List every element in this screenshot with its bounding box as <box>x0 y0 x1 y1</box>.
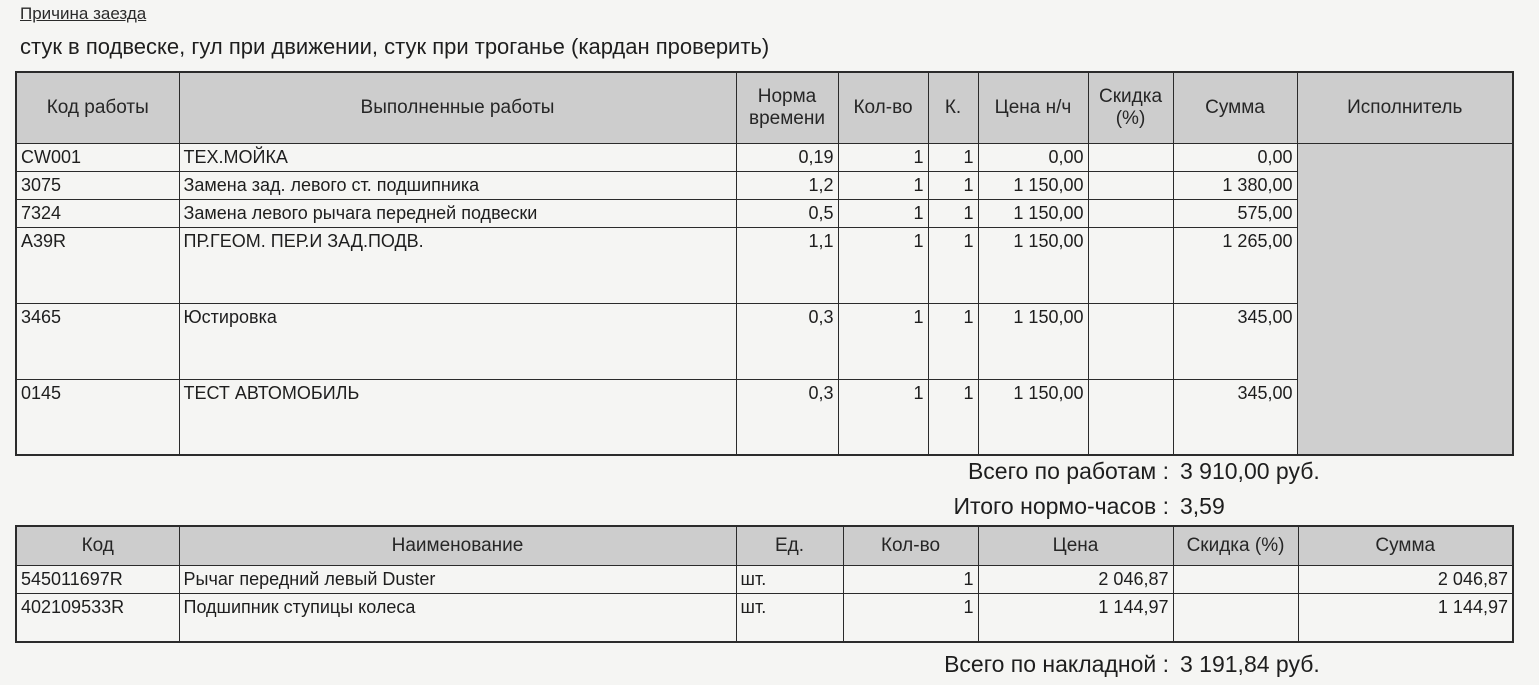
work-price: 1 150,00 <box>978 303 1088 379</box>
work-discount <box>1088 199 1173 227</box>
work-discount <box>1088 379 1173 455</box>
work-sum: 1 265,00 <box>1173 227 1297 303</box>
invoice-total-value: 3 191,84 руб. <box>1180 651 1320 677</box>
parts-table <box>15 525 1514 643</box>
works-header-name: Выполненные работы <box>179 72 736 143</box>
invoice-total-label: Всего по накладной : <box>944 651 1169 677</box>
executor-cell <box>1297 143 1513 455</box>
work-qty: 1 <box>838 199 928 227</box>
work-norm: 1,2 <box>736 171 838 199</box>
work-name: Замена зад. левого ст. подшипника <box>179 171 736 199</box>
invoice-total-line <box>0 651 1539 681</box>
part-price: 1 144,97 <box>978 593 1173 642</box>
parts-header-unit: Ед. <box>736 526 843 565</box>
reason-text: стук в подвеске, гул при движении, стук при троганье (кардан проверить) <box>20 34 770 59</box>
parts-header-qty: Кол-во <box>843 526 978 565</box>
works-total-line <box>0 458 1539 488</box>
work-price: 1 150,00 <box>978 379 1088 455</box>
works-total-value: 3 910,00 руб. <box>1180 458 1320 484</box>
parts-header-price: Цена <box>978 526 1173 565</box>
reason-label: Причина заезда <box>20 4 147 23</box>
parts-header-code: Код <box>16 526 179 565</box>
work-price: 0,00 <box>978 143 1088 171</box>
works-table <box>15 71 1514 456</box>
work-k: 1 <box>928 171 978 199</box>
work-k: 1 <box>928 379 978 455</box>
table-row <box>16 593 1513 642</box>
part-name: Подшипник ступицы колеса <box>179 593 736 642</box>
work-qty: 1 <box>838 379 928 455</box>
work-qty: 1 <box>838 143 928 171</box>
table-row <box>16 143 1513 171</box>
works-header-row <box>16 72 1513 143</box>
work-sum: 345,00 <box>1173 379 1297 455</box>
work-qty: 1 <box>838 303 928 379</box>
part-code: 545011697R <box>16 565 179 593</box>
work-code: A39R <box>16 227 179 303</box>
hours-total-label: Итого нормо-часов : <box>953 493 1169 519</box>
works-header-sum: Сумма <box>1173 72 1297 143</box>
works-total-label: Всего по работам : <box>967 458 1169 484</box>
work-code: 3465 <box>16 303 179 379</box>
table-row <box>16 227 1513 303</box>
parts-header-name: Наименование <box>179 526 736 565</box>
part-price: 2 046,87 <box>978 565 1173 593</box>
hours-total-value: 3,59 <box>1180 493 1225 519</box>
work-k: 1 <box>928 199 978 227</box>
part-qty: 1 <box>843 565 978 593</box>
work-price: 1 150,00 <box>978 171 1088 199</box>
work-code: 3075 <box>16 171 179 199</box>
work-discount <box>1088 143 1173 171</box>
part-code: 402109533R <box>16 593 179 642</box>
work-sum: 1 380,00 <box>1173 171 1297 199</box>
parts-header-sum: Сумма <box>1298 526 1513 565</box>
works-header-qty: Кол-во <box>838 72 928 143</box>
table-row <box>16 199 1513 227</box>
part-sum: 2 046,87 <box>1298 565 1513 593</box>
part-discount <box>1173 565 1298 593</box>
work-name: Юстировка <box>179 303 736 379</box>
works-header-executor: Исполнитель <box>1297 72 1513 143</box>
part-qty: 1 <box>843 593 978 642</box>
work-name: ПР.ГЕОМ. ПЕР.И ЗАД.ПОДВ. <box>179 227 736 303</box>
parts-header-discount: Скидка (%) <box>1173 526 1298 565</box>
work-sum: 0,00 <box>1173 143 1297 171</box>
work-name: Замена левого рычага передней подвески <box>179 199 736 227</box>
work-k: 1 <box>928 143 978 171</box>
part-unit: шт. <box>736 593 843 642</box>
part-sum: 1 144,97 <box>1298 593 1513 642</box>
parts-header-row <box>16 526 1513 565</box>
work-code: 7324 <box>16 199 179 227</box>
table-row <box>16 303 1513 379</box>
work-qty: 1 <box>838 227 928 303</box>
work-discount <box>1088 171 1173 199</box>
part-name: Рычаг передний левый Duster <box>179 565 736 593</box>
works-header-k: К. <box>928 72 978 143</box>
part-discount <box>1173 593 1298 642</box>
work-norm: 0,3 <box>736 303 838 379</box>
work-sum: 345,00 <box>1173 303 1297 379</box>
work-code: 0145 <box>16 379 179 455</box>
work-k: 1 <box>928 227 978 303</box>
work-discount <box>1088 303 1173 379</box>
part-unit: шт. <box>736 565 843 593</box>
work-price: 1 150,00 <box>978 227 1088 303</box>
work-norm: 1,1 <box>736 227 838 303</box>
work-price: 1 150,00 <box>978 199 1088 227</box>
hours-total-line <box>0 493 1539 523</box>
work-norm: 0,5 <box>736 199 838 227</box>
work-norm: 0,19 <box>736 143 838 171</box>
work-name: ТЕСТ АВТОМОБИЛЬ <box>179 379 736 455</box>
table-row <box>16 565 1513 593</box>
works-header-norm: Норма времени <box>736 72 838 143</box>
work-sum: 575,00 <box>1173 199 1297 227</box>
work-norm: 0,3 <box>736 379 838 455</box>
work-discount <box>1088 227 1173 303</box>
work-name: ТЕХ.МОЙКА <box>179 143 736 171</box>
works-header-discount: Скидка (%) <box>1088 72 1173 143</box>
table-row <box>16 379 1513 455</box>
work-k: 1 <box>928 303 978 379</box>
work-code: CW001 <box>16 143 179 171</box>
works-header-price: Цена н/ч <box>978 72 1088 143</box>
table-row <box>16 171 1513 199</box>
work-qty: 1 <box>838 171 928 199</box>
works-header-code: Код работы <box>16 72 179 143</box>
